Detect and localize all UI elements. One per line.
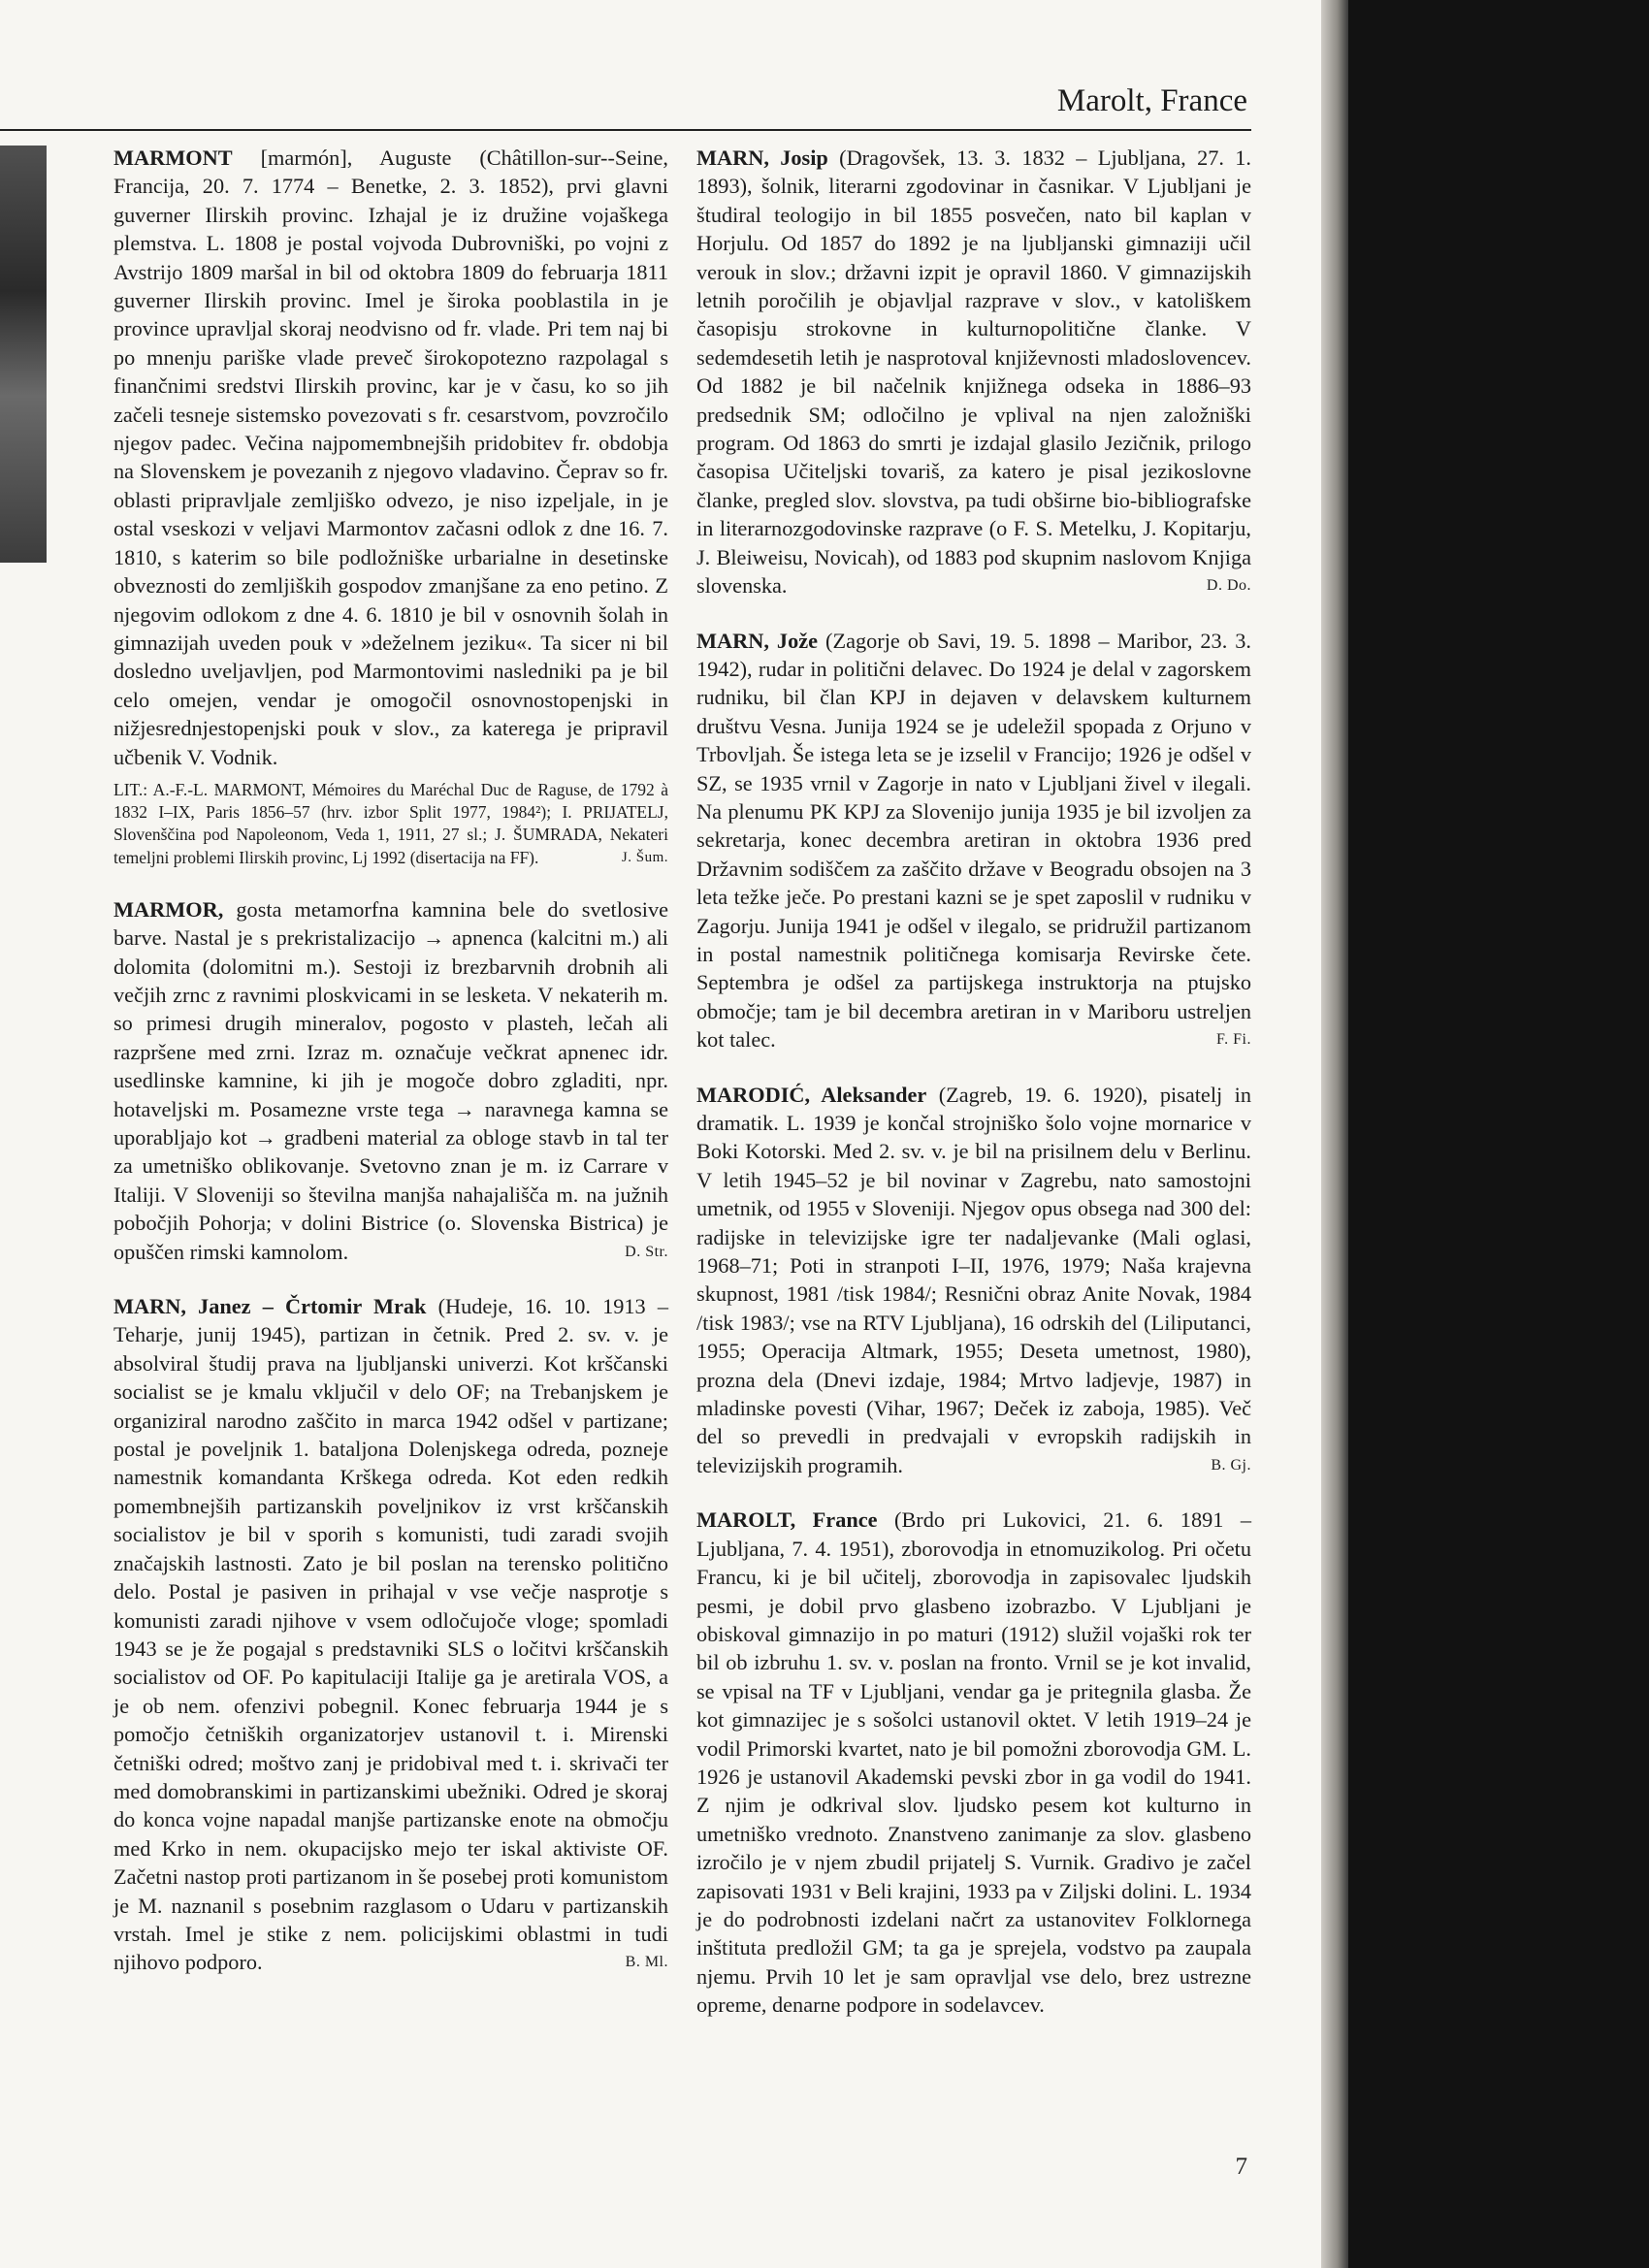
entry-marn-janez [113, 1292, 668, 1977]
entry-text: [marmón], Auguste (Châtillon-sur--Seine, Francija, 20. 7. 1774 – Benetke, 2. 3. 1852), prvi glavni guverner Ilirskih provinc. Izhajal je iz družine vojaškega plemstva. L. 1808 je postal vojvoda Dubrovniški, po vojni z Avstrijo 1809 maršal in bil od oktobra 1809 do februarja 1811 guverner Ilirskih provinc. Imel je široka pooblastila in je province upravljal skoraj neodvisno od fr. vlade. Pri tem naj bi po mnenju pariške vlade preveč širokopotezno razpolagal s finančnimi sredstvi Ilirskih provinc, kar je v času, ko so jih začeli tesneje sistemsko povezovati s fr. cesarstvom, povzročilo njegov padec. Večina najpomembnejših pridobitev fr. obdobja na Slovenskem je povezanih z njegovo vladavino. Čeprav so fr. oblasti pripravljale zemljiško odvezo, je niso izpeljale, in je ostal vseskozi v veljavi Marmontov začasni odlok z dne 16. 7. 1810, s katerim so bile podložniške urbarialne in desetinske obveznosti do zemljiških gospodov zmanjšane za eno petino. Z njegovim odlokom z dne 4. 6. 1810 je bil v osnovnih šolah in gimnazijah uveden pouk v »deželnem jeziku«. Ta sicer ni bil dosledno uveljavljen, pod Marmontovimi nasledniki pa je bil celo omejen, vendar je omogočil osnovnostopenjski in nižjesrednjestopenjski pouk v slov., za katerega je pripravil učbenik V. Vodnik. [113, 146, 668, 769]
author-signature: D. Str. [625, 1243, 668, 1260]
literature: LIT.: A.-F.-L. MARMONT, Mémoires du Maréchal Duc de Raguse, de 1792 à 1832 I–IX, Paris 1856–57 (hrv. izbor Split 1977, 1984²); I. PRIJATELJ, Slovenščina pod Napoleonom, Veda 1, 1911, 27 sl.; J. ŠUMRADA, Nekateri temeljni problemi Ilirskih provinc, Lj 1992 (disertacija na FF). [113, 779, 668, 867]
right-column [696, 144, 1251, 2046]
headword: MAROLT, France [696, 1507, 878, 1533]
header-rule [0, 129, 1251, 131]
headword: MARN, Jože [696, 628, 819, 653]
left-column [113, 144, 668, 2003]
entry-marmont [113, 144, 668, 869]
scan-background [1348, 0, 1649, 2268]
entry-marolt [696, 1506, 1251, 2019]
portrait-photo-fragment [0, 146, 47, 563]
headword: MARN, Janez – Črtomir Mrak [113, 1294, 427, 1319]
entry-text: (Hudeje, 16. 10. 1913 – Teharje, junij 1945), partizan in četnik. Pred 2. sv. v. je absolviral študij prava na ljubljanski univerzi. Kot krščanski socialist se je kmalu vključil v delo OF; na Trebanjskem je organiziral narodno zaščito in marca 1942 odšel v partizane; postal je poveljnik 1. bataljona Dolenjskega odreda, pozneje namestnik komandanta Krškega odreda. Kot eden redkih pomembnejših partizanskih poveljnikov iz vrst krščanskih socialistov je bil v sporih s komunisti, tudi zaradi svojih značajskih lastnosti. Zato je bil poslan na terensko politično delo. Postal je pasiven in prihajal v vse večje nasprotje s komunisti zaradi njihove v vsem odločujoče vloge; spomladi 1943 se je že pogajal s predstavniki SLS o ločitvi krščanskih socialistov od OF. Po kapitulaciji Italije ga je aretirala VOS, a je ob nem. ofenzivi pobegnil. Konec februarja 1944 je s pomočjo četniških organizatorjev ustanovil t. i. Mirenski četniški odred; moštvo zanj je pridobival med t. i. skrivači ter med domobranskimi in partizanskimi ubežniki. Odred je skoraj do konca vojne napadal manjše partizanske enote na območju med Krko in nem. okupacijsko mejo ter iskal aktiviste OF. Začetni nastop proti partizanom in še posebej proti komunistom je M. naznanil s posebnim razglasom o Udaru v partizanskih vrstah. Imel je stike z nem. policijskimi oblastmi in tudi njihovo podporo. [113, 1294, 668, 1975]
page-number: 7 [1235, 2154, 1247, 2180]
entry-text: (Zagreb, 19. 6. 1920), pisatelj in dramatik. L. 1939 je končal strojniško šolo vojne mornarice v Boki Kotorski. Med 2. sv. v. je bil na prisilnem delu v Berlinu. V letih 1945–52 je bil novinar v Zagrebu, nato samostojni umetnik, od 1955 v Sloveniji. Njegov opus obsega nad 300 del: radijske in televizijske igre ter nadaljevanke (Mali oglasi, 1968–71; Poti in stranpoti I–II, 1976, 1979; Naša krajevna skupnost, 1981 /tisk 1984/; Resnični obraz Anite Novak, 1984 /tisk 1983/; vse na RTV Ljubljana), 16 odrskih del (Liliputanci, 1955; Operacija Altmark, 1955; Deseta umetnost, 1980), prozna dela (Dnevi izdaje, 1984; Mrtvo ladjevje, 1987) in mladinske povesti (Vihar, 1967; Deček iz zaboja, 1985). Več del so prevedli in predvajali v evropskih radijskih in televizijskih programih. [696, 1082, 1251, 1477]
author-signature: J. Šum. [621, 849, 668, 865]
entry-marodic [696, 1081, 1251, 1480]
headword: MARMONT [113, 146, 233, 170]
entry-marn-joze [696, 627, 1251, 1054]
running-head: Marolt, France [1056, 83, 1247, 118]
headword: MARODIĆ, Aleksander [696, 1082, 927, 1107]
author-signature: F. Fi. [1216, 1031, 1251, 1049]
author-signature: D. Do. [1206, 577, 1251, 595]
headword: MARN, Josip [696, 146, 828, 170]
entry-text: (Zagorje ob Savi, 19. 5. 1898 – Maribor, 23. 3. 1942), rudar in politični delavec. Do 1924 je delal v zagorskem rudniku, bil član KPJ in dejaven v delavskem kulturnem društvu Vesna. Junija 1924 se je udeležil spopada z Orjuno v Trbovljah. Še istega leta se je izselil v Francijo; 1926 je odšel v SZ, se 1935 vrnil v Zagorje in nato v Ljubljani živel v ilegali. Na plenumu PK KPJ za Slovenijo junija 1935 je bil izvoljen za sekretarja, konec decembra aretiran in oktobra 1936 pred Državnim sodiščem za zaščito države v Beogradu obsojen na 3 leta težke ječe. Po prestani kazni se je spet zaposlil v rudniku v Zagorju. Junija 1941 je odšel v ilegalo, se pridružil partizanom in postal namestnik političnega komisarja Revirske čete. Septembra je odšel za partijskega instruktorja na ptujsko območje; tam je bil decembra aretiran in v Mariboru ustreljen kot talec. [696, 628, 1252, 1053]
author-signature: B. Ml. [625, 1954, 668, 1971]
entry-marmor [113, 895, 668, 1266]
book-spine-shadow [1321, 0, 1348, 2268]
entry-text: (Brdo pri Lukovici, 21. 6. 1891 – Ljubljana, 7. 4. 1951), zborovodja in etnomuzikolog. Pri očetu Francu, ki je bil učitelj, zborovodja in zapisovalec ljudskih pesmi, je dobil prvo glasbeno izobrazbo. V Ljubljani je obiskoval gimnazijo in po maturi (1912) služil vojaški rok ter bil ob izbruhu 1. sv. v. poslan na fronto. Vrnil se je kot invalid, se vpisal na TF v Ljubljani, vendar ga je pritegnila glasba. Že kot gimnazijec je s sošolci ustanovil oktet. V letih 1919–24 je vodil Primorski kvartet, nato je bil pomožni zborovodja GM. L. 1926 je ustanovil Akademski pevski zbor in ga vodil do 1941. Z njim je odkrival slov. ljudsko pesem kot kulturno in umetniško vrednoto. Znanstveno zanimanje za slov. glasbeno izročilo je v njem zbudil prijatelj S. Vurnik. Gradivo je začel zapisovati 1931 v Beli krajini, 1933 pa v Ziljski dolini. L. 1934 je do podrobnosti izdelani načrt za ustanovitev Folklornega inštituta predložil GM; ta ga je sprejela, vodstvo pa zaupala njemu. Prvih 10 let je sam opravljal vse delo, brez ustrezne opreme, denarne podpore in sodelavcev. [696, 1507, 1252, 2018]
headword: MARMOR, [113, 896, 224, 922]
entry-text: gosta metamorfna kamnina bele do svetlosive barve. Nastal je s prekristalizacijo → apnenca (kalcitni m.) ali dolomita (dolomitni m.). Sestoji iz brezbarvnih drobnih ali večjih zrnc z ravnimi ploskvicami in se lesketa. V nekaterih m. so primesi drugih mineralov, pogosto v plasteh, lečah ali razpršene med zrni. Izraz m. označuje večkrat apnenec idr. usedlinske kamnine, ki jih je mogoče dobro zgladiti, npr. hotaveljski m. Posamezne vrste tega → naravnega kamna se uporabljajo kot → gradbeni material za obloge stavb in tal ter za umetniško oblikovanje. Svetovno znan je m. iz Carrare v Italiji. V Sloveniji so številna manjša nahajališča m. na južnih pobočjih Pohorja; v dolini Bistrice (o. Slovenska Bistrica) je opuščen rimski kamnolom. [113, 896, 668, 1264]
entry-marn-josip [696, 144, 1251, 600]
author-signature: B. Gj. [1211, 1456, 1251, 1474]
entry-text: (Dragovšek, 13. 3. 1832 – Ljubljana, 27. 1. 1893), šolnik, literarni zgodovinar in časnikar. V Ljubljani je študiral teologijo in bil 1855 posvečen, nato bil kaplan v Horjulu. Od 1857 do 1892 je na ljubljanski gimnaziji učil verouk in slov.; državni izpit je opravil 1860. V gimnazijskih letnih poročilih je objavljal razprave v slov., v katoliškem časopisju strokovne in kulturnopolitične članke. V sedemdesetih letih je nasprotoval književnosti mladoslovencev. Od 1882 je bil načelnik knjižnega odseka in 1886–93 predsednik SM; odločilno je vplival na njen založniški program. Od 1863 do smrti je izdajal glasilo Jezičnik, prilogo časopisa Učiteljski tovariš, za katero je pisal jezikoslovne članke, pregled slov. slovstva, pa tudi obširne bio-bibliografske in literarnozgodovinske razprave (o F. S. Metelku, J. Kopitarju, J. Bleiweisu, Novicah), od 1883 pod skupnim naslovom Knjiga slovenska. [696, 146, 1251, 599]
